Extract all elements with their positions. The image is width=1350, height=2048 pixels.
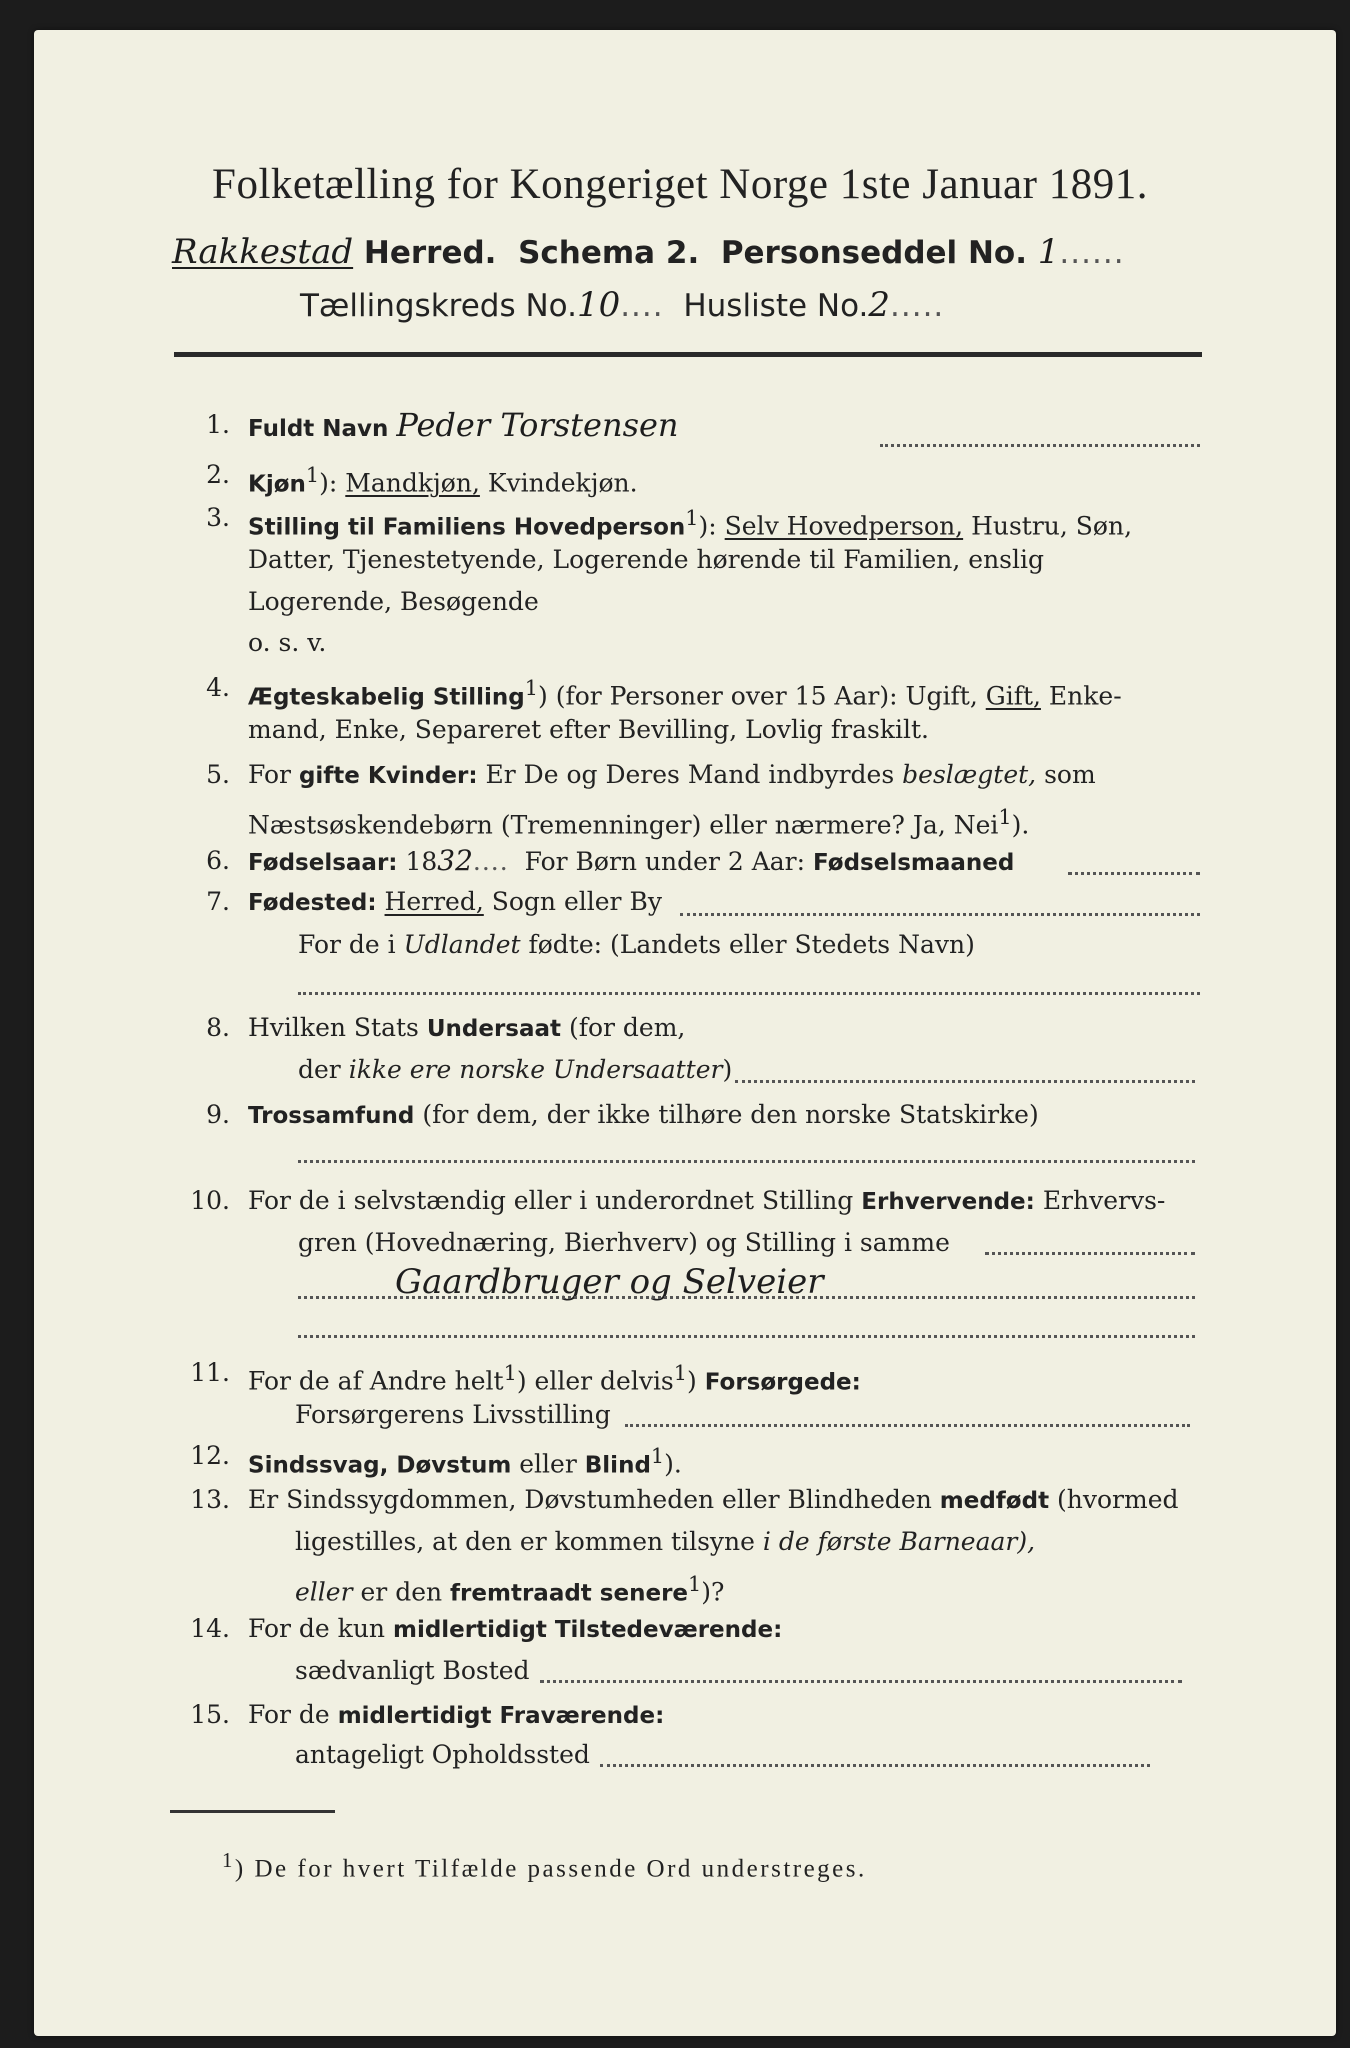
q1-number: 1. xyxy=(206,410,230,439)
q6-mid: For Børn under 2 Aar: xyxy=(524,847,806,876)
q13-label: medfødt xyxy=(939,1488,1050,1514)
q15-pre: For de xyxy=(248,1700,330,1729)
q12-sup: 1 xyxy=(650,1444,665,1468)
husliste-value: 2 xyxy=(868,285,891,325)
q7-answer-line-2 xyxy=(298,992,1200,995)
q6-number: 6. xyxy=(206,846,230,875)
q13-line2a: ligestilles, at den er kommen tilsyne xyxy=(295,1527,755,1556)
q12-number: 12. xyxy=(190,1441,230,1470)
q5-label: gifte Kvinder: xyxy=(298,763,478,789)
header-line-2: Tællingskreds No.10.... Husliste No.2..... xyxy=(300,285,945,325)
q13-line3i: eller xyxy=(295,1577,353,1607)
q11-line1a: For de af Andre helt xyxy=(248,1366,504,1396)
q8-line2a: der xyxy=(298,1055,341,1084)
q7-answer-line-1 xyxy=(680,913,1200,916)
q13-sup: 1 xyxy=(688,1572,702,1596)
header-rule xyxy=(174,352,1202,357)
q13-line2 xyxy=(295,1527,1035,1557)
q9-answer-line xyxy=(298,1160,1195,1163)
q6-label2: Fødselsmaaned xyxy=(813,850,1015,876)
q10-number: 10. xyxy=(190,1186,230,1215)
q5-line2 xyxy=(248,802,1029,840)
q9-label: Trossamfund xyxy=(248,1103,415,1129)
q12-label: Sindssvag, Døvstum xyxy=(248,1452,512,1479)
q3-line2: Datter, Tjenestetyende, Logerende hørende til Familien, enslig xyxy=(248,545,1045,574)
q11-sup2: 1 xyxy=(673,1361,688,1385)
q10-answer-line-1 xyxy=(985,1252,1195,1255)
q15-line2: antageligt Opholdssted xyxy=(295,1740,590,1769)
q7-label: Fødested: xyxy=(248,890,377,916)
personseddel-label: Personseddel No. xyxy=(720,235,1027,271)
q5-line2-text: Næstsøskendebørn (Tremenninger) eller nærmere? Ja, Nei xyxy=(248,810,999,840)
q8-number: 8. xyxy=(206,1013,230,1042)
q7-line2i: Udlandet xyxy=(403,930,521,959)
q6-year-prefix: 18 xyxy=(405,847,438,876)
q5-line1: Er De og Deres Mand indbyrdes xyxy=(485,760,895,789)
personseddel-value: 1 xyxy=(1037,232,1060,272)
q1-answer-line xyxy=(880,444,1200,447)
q10-label: Erhvervende: xyxy=(861,1189,1035,1215)
herred-value: Rakkestad xyxy=(172,232,354,272)
q15-answer-line xyxy=(600,1764,1150,1767)
q12-label2: Blind xyxy=(584,1452,651,1479)
q7-line2 xyxy=(298,930,975,960)
q1-name-value: Peder Torstensen xyxy=(396,406,679,444)
q5-line1b: som xyxy=(1044,760,1096,789)
q13-line1b: (hvormed xyxy=(1057,1485,1179,1514)
taellingskreds-value: 10 xyxy=(576,285,621,325)
q4-sup: 1 xyxy=(524,676,539,700)
q8-line2i: ikke ere norske Undersaatter xyxy=(348,1055,723,1084)
q7-rest: Sogn eller By xyxy=(491,887,662,916)
footnote-rule xyxy=(170,1810,335,1813)
q9-number: 9. xyxy=(206,1100,230,1129)
footnote-sup: 1 xyxy=(222,1848,235,1872)
q4-line2: mand, Enke, Separeret efter Bevilling, Lovlig fraskilt. xyxy=(248,715,929,744)
q10-line1b: Erhvervs- xyxy=(1042,1186,1166,1215)
q10-answer-line-3 xyxy=(298,1335,1195,1338)
q3-label: Stilling til Familiens Hovedperson xyxy=(248,514,686,541)
q4-number: 4. xyxy=(206,673,230,702)
q2-sup: 1 xyxy=(305,463,320,487)
q14-label: midlertidigt Tilstedeværende: xyxy=(392,1617,783,1643)
q6-year-value: 32 xyxy=(437,844,473,877)
q15-number: 15. xyxy=(190,1700,230,1729)
q2-option-mandkjon-selected: Mandkjøn, xyxy=(345,468,480,498)
q8-line2b: ) xyxy=(722,1055,733,1084)
taellingskreds-label: Tællingskreds No. xyxy=(300,288,577,324)
footnote xyxy=(222,1848,867,1883)
q8-line1b: (for dem, xyxy=(568,1013,686,1042)
q5-sup: 1 xyxy=(998,805,1012,829)
q5-pre: For xyxy=(248,760,291,789)
q13-line3a: er den xyxy=(360,1577,443,1607)
q14-answer-line xyxy=(540,1680,1182,1683)
q8-answer-line xyxy=(735,1080,1195,1083)
q3-line1-rest: Hustru, Søn, xyxy=(971,511,1133,541)
q3-option-selv-hovedperson-selected: Selv Hovedperson, xyxy=(724,511,964,541)
q8-line2 xyxy=(298,1055,732,1085)
q13-line2i: i de første Barneaar), xyxy=(762,1527,1036,1556)
q3-line4: o. s. v. xyxy=(248,628,327,657)
q6-label: Fødselsaar: xyxy=(248,850,398,876)
q11-label: Forsørgede: xyxy=(704,1369,861,1396)
q8-label: Undersaat xyxy=(426,1016,562,1042)
q2-number: 2. xyxy=(206,460,230,489)
q12-mid: eller xyxy=(519,1449,577,1479)
q10-line2: gren (Hovednæring, Bierhverv) og Stilling i samme xyxy=(298,1228,950,1257)
q13-label2: fremtraadt senere xyxy=(450,1580,689,1607)
q7-option-herred-selected: Herred, xyxy=(384,887,484,916)
q10-occupation-value: Gaardbruger og Selveier xyxy=(395,1262,824,1302)
q4-option-gift-selected: Gift, xyxy=(985,681,1041,711)
q2-rest: ): xyxy=(319,468,338,498)
schema-label: Schema 2. xyxy=(518,235,700,271)
q7-line2a: For de i xyxy=(298,930,396,959)
q10-answer-line-2 xyxy=(298,1296,1195,1299)
q14-number: 14. xyxy=(190,1614,230,1643)
q11-line2: Forsørgerens Livsstilling xyxy=(295,1400,611,1429)
q15-label: midlertidigt Fraværende: xyxy=(337,1703,665,1729)
q13-number: 13. xyxy=(190,1485,230,1514)
q11-sup1: 1 xyxy=(503,1361,517,1385)
husliste-label: Husliste No. xyxy=(683,288,869,324)
q9-rest: (for dem, der ikke tilhøre den norske Statskirke) xyxy=(422,1100,1039,1129)
q11-line1c: ) xyxy=(687,1366,697,1396)
q14-pre: For de kun xyxy=(248,1614,386,1643)
q1-label: Fuldt Navn xyxy=(248,416,389,442)
q10-line1a: For de i selvstændig eller i underordnet Stilling xyxy=(248,1186,854,1215)
q5-number: 5. xyxy=(206,760,230,789)
q4-line1a: ) (for Personer over 15 Aar): Ugift, xyxy=(538,681,978,711)
header-line-1: Rakkestad Herred. Schema 2. Personseddel No. 1...... xyxy=(172,232,1125,272)
q3-number: 3. xyxy=(206,503,230,532)
q2-option-kvindekjon: Kvindekjøn. xyxy=(487,468,638,498)
q3-line3: Logerende, Besøgende xyxy=(248,587,539,616)
q4-line1b: Enke- xyxy=(1048,681,1122,711)
q3-sup: 1 xyxy=(685,506,699,530)
q13-line3b: )? xyxy=(701,1577,725,1607)
q11-answer-line xyxy=(625,1424,1190,1427)
q7-number: 7. xyxy=(206,887,230,916)
q3-rest: ): xyxy=(698,511,717,541)
q13-line1a: Er Sindssygdommen, Døvstumheden eller Blindheden xyxy=(248,1485,932,1514)
q2-label: Kjøn xyxy=(248,471,306,498)
q11-number: 11. xyxy=(190,1358,230,1387)
q11-line1b: ) eller delvis xyxy=(516,1366,674,1396)
q5-line2b: ). xyxy=(1011,810,1030,840)
q8-line1a: Hvilken Stats xyxy=(248,1013,419,1042)
q13-line3 xyxy=(295,1569,724,1608)
q5-italic: beslægtet, xyxy=(902,760,1037,789)
q14-line2: sædvanligt Bosted xyxy=(295,1656,530,1685)
q6-answer-line xyxy=(1068,872,1200,875)
q7-line2b: fødte: (Landets eller Stedets Navn) xyxy=(528,930,975,959)
q12-rest: ). xyxy=(664,1449,682,1479)
footnote-text: ) De for hvert Tilfælde passende Ord understreges. xyxy=(234,1855,867,1883)
herred-label: Herred. xyxy=(363,235,497,271)
form-title: Folketælling for Kongeriget Norge 1ste Januar 1891. xyxy=(212,161,1148,208)
q4-label: Ægteskabelig Stilling xyxy=(248,684,525,711)
